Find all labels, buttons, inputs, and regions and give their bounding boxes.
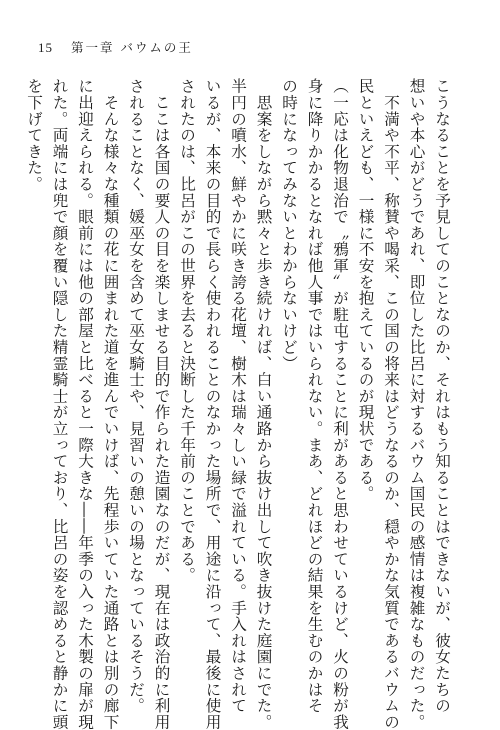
- text-line-5: （一応は化物退治で〝鴉軍〟が駐屯することに利があると思わせているけど、火の粉が我: [331, 78, 349, 730]
- text-line-13: されることなく、媛巫女を含めて巫女騎士や、見習いの憩いの場となっているそうだ。: [127, 78, 145, 714]
- text-line-3: 不満や不平、称賛や喝采、この国の将来はどうなるのか、穏やかな気質であるバウムの: [382, 78, 400, 730]
- page-number: 15: [38, 40, 53, 55]
- text-line-17: を下げてきた。: [25, 78, 43, 193]
- chapter-label: [71, 38, 193, 56]
- text-line-9: 半円の噴水、鮮やかに咲き誇る花壇、樹木は瑞々しい緑で溢れている。手入れはされて: [229, 78, 247, 714]
- text-line-14: そんな様々な種類の花に囲まれた道を進んでいけば、先程歩いていた通路とは別の廊下: [101, 78, 120, 730]
- text-line-4: 民といえども、一様に不安を抱えているのが現状である。: [356, 78, 375, 502]
- chapter-title: バウムの王: [120, 40, 193, 55]
- text-line-6: の時になってみないとわからないけど）: [280, 78, 298, 372]
- text-line-5b: 身に降りかかるとなれば他人事ではいられない。まあ、どれほどの結果を生むのかはそ: [305, 78, 324, 714]
- text-line-15: に出迎えられる。眼前には他の部屋と比べると一際大きな――年季の入った木製の扉が現: [76, 78, 94, 730]
- text-line-16: れた。両端には兜で顔を覆い隠した精霊騎士が立っており、比呂の姿を認めると静かに頭: [50, 78, 69, 730]
- running-head: [38, 38, 193, 56]
- vertical-body-text: [21, 78, 455, 730]
- text-line-2: 想いや本心がどうであれ、即位した比呂に対するバウム国民の感情は複雑なものだった。: [407, 78, 426, 730]
- chapter-number: 第一章: [71, 40, 115, 55]
- text-line-12: ここは各国の要人の目を楽しませる目的で作られた造園なのだが、現在は政治的に利用: [152, 78, 171, 730]
- text-line-1: こうなることを予見してのことなのか、それはもう知ることはできないが、彼女たちの: [433, 78, 451, 714]
- text-line-8: 思案をしながら黙々と歩き続ければ、白い通路から抜け出して吹き抜けた庭園にでた。: [254, 78, 273, 730]
- text-line-10: いるが、本来の目的で長らく使われることのなかった場所で、用途に沿って、最後に使用: [203, 78, 222, 730]
- text-line-11: されたのは、比呂がこの世界を去ると決断した千年前のことである。: [178, 78, 196, 584]
